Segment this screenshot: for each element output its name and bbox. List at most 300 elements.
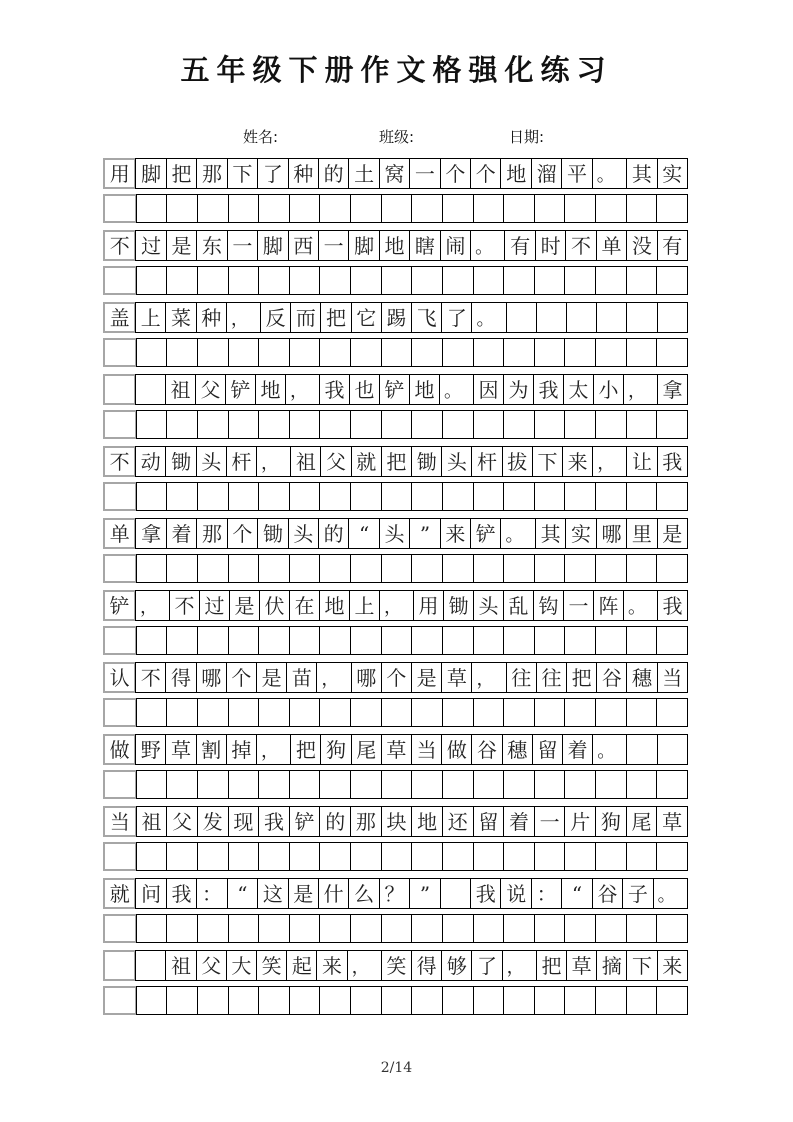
empty-cell xyxy=(289,914,321,943)
grid-cell: 不 xyxy=(103,230,136,261)
grid-cell: 。 xyxy=(623,590,658,621)
grid-cell: 平 xyxy=(561,158,592,189)
date-field-label: 日期: xyxy=(509,128,545,146)
empty-cell xyxy=(319,770,351,799)
empty-cell xyxy=(319,698,351,727)
empty-cell xyxy=(166,914,198,943)
empty-cell xyxy=(595,770,627,799)
grid-cell: 是 xyxy=(229,590,260,621)
grid-cell: 哪 xyxy=(351,662,382,693)
grid-cell: 的 xyxy=(318,518,349,549)
grid-cell: 着 xyxy=(562,734,593,765)
empty-cell xyxy=(228,986,260,1015)
empty-cell xyxy=(595,698,627,727)
practice-row xyxy=(103,770,688,799)
grid-cell: 个 xyxy=(226,662,257,693)
empty-cell xyxy=(136,554,168,583)
empty-cell xyxy=(381,698,413,727)
empty-cell xyxy=(503,266,535,295)
grid-cell: 钩 xyxy=(533,590,564,621)
text-row xyxy=(103,734,688,765)
empty-cell xyxy=(656,410,688,439)
grid-cell: 个 xyxy=(440,158,471,189)
grid-cell: 闹 xyxy=(440,230,471,261)
name-field-label: 姓名: xyxy=(243,128,279,146)
empty-cell xyxy=(411,554,443,583)
empty-cell xyxy=(103,266,137,295)
grid-cell: 乱 xyxy=(503,590,534,621)
empty-cell xyxy=(319,986,351,1015)
empty-cell xyxy=(381,770,413,799)
empty-cell xyxy=(503,554,535,583)
empty-cell xyxy=(228,698,260,727)
grid-cell: 着 xyxy=(166,518,197,549)
grid-cell: 的 xyxy=(318,158,349,189)
grid-row-pair xyxy=(103,734,688,799)
text-row xyxy=(103,950,688,981)
grid-cell: 是 xyxy=(288,878,319,909)
grid-cell: 锄 xyxy=(411,446,442,477)
empty-cell xyxy=(228,338,260,367)
empty-cell xyxy=(166,842,198,871)
empty-cell xyxy=(136,698,168,727)
grid-cell: 大 xyxy=(226,950,257,981)
grid-cell: 那 xyxy=(350,806,382,837)
empty-cell xyxy=(534,626,566,655)
empty-cell xyxy=(411,338,443,367)
grid-cell: 杆 xyxy=(226,446,257,477)
empty-cell xyxy=(136,194,168,223)
empty-cell xyxy=(442,194,474,223)
empty-cell xyxy=(350,770,382,799)
empty-cell xyxy=(442,770,474,799)
empty-cell xyxy=(289,842,321,871)
grid-cell: 反 xyxy=(260,302,291,333)
empty-cell xyxy=(103,626,137,655)
empty-cell xyxy=(381,338,413,367)
grid-cell: 那 xyxy=(196,158,227,189)
empty-cell xyxy=(319,482,351,511)
empty-cell xyxy=(228,914,260,943)
empty-cell xyxy=(350,266,382,295)
empty-cell xyxy=(656,914,688,943)
empty-cell xyxy=(289,554,321,583)
text-row xyxy=(103,302,688,333)
empty-cell xyxy=(411,986,443,1015)
grid-cell: 把 xyxy=(381,446,412,477)
empty-cell xyxy=(503,410,535,439)
grid-cell: 是 xyxy=(411,662,442,693)
grid-cell: 伏 xyxy=(259,590,290,621)
empty-cell xyxy=(473,986,505,1015)
practice-row xyxy=(103,626,688,655)
empty-cell xyxy=(473,626,505,655)
empty-cell xyxy=(595,482,627,511)
empty-cell xyxy=(350,986,382,1015)
empty-cell xyxy=(656,698,688,727)
grid-cell: 。 xyxy=(470,230,505,261)
grid-cell: ， xyxy=(316,662,351,693)
empty-cell xyxy=(595,626,627,655)
grid-cell: 草 xyxy=(165,734,196,765)
grid-cell: ， xyxy=(379,590,414,621)
empty-cell xyxy=(564,194,596,223)
grid-cell: 当 xyxy=(411,734,442,765)
grid-cell: “ xyxy=(561,878,592,909)
text-row xyxy=(103,806,688,837)
grid-cell xyxy=(103,374,136,405)
practice-row xyxy=(103,338,688,367)
empty-cell xyxy=(534,986,566,1015)
grid-cell: 里 xyxy=(626,518,657,549)
grid-cell: 种 xyxy=(196,302,227,333)
grid-cell: ， xyxy=(226,302,261,333)
grid-cell: ， xyxy=(502,950,537,981)
empty-cell xyxy=(473,770,505,799)
grid-cell: 片 xyxy=(564,806,596,837)
grid-cell: 一 xyxy=(563,590,594,621)
empty-cell xyxy=(166,338,198,367)
grid-cell: ， xyxy=(135,590,170,621)
grid-cell: 让 xyxy=(626,446,657,477)
grid-cell xyxy=(626,734,657,765)
grid-cell: 块 xyxy=(381,806,413,837)
grid-cell: 铲 xyxy=(289,806,321,837)
empty-cell xyxy=(197,194,229,223)
grid-cell: 这 xyxy=(257,878,288,909)
grid-cell: 把 xyxy=(290,734,321,765)
empty-cell xyxy=(197,842,229,871)
grid-cell: 当 xyxy=(657,662,688,693)
grid-cell xyxy=(657,302,688,333)
empty-cell xyxy=(442,266,474,295)
grid-cell: 东 xyxy=(196,230,227,261)
grid-cell: 太 xyxy=(563,374,594,405)
grid-cell: 实 xyxy=(565,518,596,549)
empty-cell xyxy=(442,842,474,871)
empty-cell xyxy=(103,842,137,871)
grid-cell: 什 xyxy=(318,878,349,909)
empty-cell xyxy=(166,266,198,295)
grid-cell: 窝 xyxy=(379,158,410,189)
empty-cell xyxy=(626,410,658,439)
empty-cell xyxy=(503,914,535,943)
empty-cell xyxy=(595,194,627,223)
empty-cell xyxy=(564,986,596,1015)
empty-cell xyxy=(534,266,566,295)
empty-cell xyxy=(473,194,505,223)
empty-cell xyxy=(411,914,443,943)
empty-cell xyxy=(564,266,596,295)
grid-cell: 实 xyxy=(657,158,688,189)
empty-cell xyxy=(473,338,505,367)
empty-cell xyxy=(258,698,290,727)
grid-cell: 了 xyxy=(257,158,288,189)
empty-cell xyxy=(595,914,627,943)
text-row xyxy=(103,446,688,477)
empty-cell xyxy=(564,842,596,871)
grid-row-pair xyxy=(103,806,688,871)
empty-cell xyxy=(534,842,566,871)
grid-cell: ： xyxy=(196,878,227,909)
empty-cell xyxy=(103,986,137,1015)
grid-cell: 下 xyxy=(227,158,258,189)
grid-cell: 有 xyxy=(504,230,535,261)
empty-cell xyxy=(656,482,688,511)
header-fields xyxy=(103,126,688,150)
empty-cell xyxy=(442,698,474,727)
empty-cell xyxy=(103,770,137,799)
grid-cell: 不 xyxy=(565,230,596,261)
empty-cell xyxy=(626,914,658,943)
empty-cell xyxy=(319,266,351,295)
grid-cell: 摘 xyxy=(596,950,627,981)
empty-cell xyxy=(656,842,688,871)
grid-cell: 父 xyxy=(195,374,226,405)
empty-cell xyxy=(381,410,413,439)
empty-cell xyxy=(350,914,382,943)
grid-cell: 地 xyxy=(500,158,531,189)
grid-row-pair xyxy=(103,230,688,295)
empty-cell xyxy=(136,986,168,1015)
empty-cell xyxy=(381,554,413,583)
grid-row-pair xyxy=(103,662,688,727)
grid-cell: 起 xyxy=(286,950,317,981)
empty-cell xyxy=(503,842,535,871)
grid-cell: 头 xyxy=(288,518,319,549)
grid-cell: 小 xyxy=(593,374,624,405)
empty-cell xyxy=(197,482,229,511)
grid-cell: 把 xyxy=(320,302,351,333)
grid-cell: 而 xyxy=(290,302,321,333)
empty-cell xyxy=(442,410,474,439)
empty-cell xyxy=(656,626,688,655)
grid-cell: ” xyxy=(409,878,440,909)
grid-cell: 还 xyxy=(442,806,474,837)
grid-cell: 拔 xyxy=(502,446,533,477)
grid-cell: 祖 xyxy=(165,950,196,981)
empty-cell xyxy=(258,266,290,295)
grid-cell: 单 xyxy=(103,518,136,549)
grid-cell xyxy=(440,878,471,909)
grid-cell: 尾 xyxy=(351,734,382,765)
empty-cell xyxy=(595,410,627,439)
grid-cell: 飞 xyxy=(411,302,442,333)
grid-cell: ” xyxy=(409,518,440,549)
empty-cell xyxy=(136,770,168,799)
grid-cell: 说 xyxy=(500,878,531,909)
grid-cell: 因 xyxy=(473,374,504,405)
empty-cell xyxy=(656,338,688,367)
practice-row xyxy=(103,194,688,223)
empty-cell xyxy=(228,770,260,799)
empty-cell xyxy=(166,554,198,583)
empty-cell xyxy=(503,770,535,799)
grid-cell: 狗 xyxy=(320,734,351,765)
empty-cell xyxy=(564,698,596,727)
empty-cell xyxy=(595,986,627,1015)
empty-cell xyxy=(136,842,168,871)
empty-cell xyxy=(136,482,168,511)
grid-cell: 那 xyxy=(196,518,227,549)
grid-cell: 过 xyxy=(135,230,166,261)
grid-cell: 头 xyxy=(441,446,472,477)
empty-cell xyxy=(350,338,382,367)
empty-cell xyxy=(473,842,505,871)
grid-cell: 。 xyxy=(471,302,506,333)
empty-cell xyxy=(258,410,290,439)
grid-cell: 一 xyxy=(409,158,440,189)
empty-cell xyxy=(228,266,260,295)
empty-cell xyxy=(503,626,535,655)
grid-cell: 地 xyxy=(255,374,286,405)
grid-row-pair xyxy=(103,950,688,1015)
grid-cell: 个 xyxy=(470,158,501,189)
grid-cell: 当 xyxy=(103,806,137,837)
empty-cell xyxy=(228,842,260,871)
empty-cell xyxy=(289,986,321,1015)
grid-cell: 谷 xyxy=(596,662,627,693)
grid-cell: 不 xyxy=(169,590,200,621)
grid-cell: “ xyxy=(348,518,379,549)
empty-cell xyxy=(442,914,474,943)
empty-cell xyxy=(197,554,229,583)
empty-cell xyxy=(103,338,137,367)
grid-cell: 留 xyxy=(532,734,563,765)
grid-cell: 地 xyxy=(411,806,443,837)
grid-cell: 草 xyxy=(656,806,688,837)
empty-cell xyxy=(411,626,443,655)
grid-cell: 锄 xyxy=(165,446,196,477)
grid-cell: 够 xyxy=(441,950,472,981)
grid-cell: 掉 xyxy=(226,734,257,765)
empty-cell xyxy=(473,698,505,727)
empty-cell xyxy=(166,986,198,1015)
grid-cell xyxy=(506,302,537,333)
grid-cell: 用 xyxy=(413,590,444,621)
grid-cell: 尾 xyxy=(626,806,658,837)
grid-cell: 杆 xyxy=(471,446,502,477)
practice-row xyxy=(103,986,688,1015)
text-row xyxy=(103,230,688,261)
empty-cell xyxy=(442,482,474,511)
empty-cell xyxy=(442,986,474,1015)
empty-cell xyxy=(381,986,413,1015)
grid-cell: 把 xyxy=(166,158,197,189)
practice-row xyxy=(103,842,688,871)
grid-cell: 种 xyxy=(288,158,319,189)
empty-cell xyxy=(626,554,658,583)
empty-cell xyxy=(473,554,505,583)
grid-cell: 来 xyxy=(316,950,347,981)
grid-cell xyxy=(626,302,657,333)
grid-cell: 我 xyxy=(657,446,688,477)
grid-cell: 其 xyxy=(535,518,566,549)
grid-cell: 其 xyxy=(626,158,657,189)
empty-cell xyxy=(442,338,474,367)
empty-cell xyxy=(350,410,382,439)
empty-cell xyxy=(503,194,535,223)
empty-cell xyxy=(289,194,321,223)
grid-row-pair xyxy=(103,374,688,439)
empty-cell xyxy=(350,698,382,727)
grid-cell: 。 xyxy=(592,734,627,765)
grid-cell: 锄 xyxy=(443,590,474,621)
empty-cell xyxy=(289,338,321,367)
empty-cell xyxy=(197,410,229,439)
grid-cell: 在 xyxy=(289,590,320,621)
empty-cell xyxy=(656,986,688,1015)
empty-cell xyxy=(319,914,351,943)
empty-cell xyxy=(258,842,290,871)
empty-cell xyxy=(319,626,351,655)
empty-cell xyxy=(626,338,658,367)
empty-cell xyxy=(166,698,198,727)
empty-cell xyxy=(319,338,351,367)
empty-cell xyxy=(626,626,658,655)
empty-cell xyxy=(473,914,505,943)
text-row xyxy=(103,158,688,189)
grid-cell: ， xyxy=(623,374,658,405)
grid-cell xyxy=(596,302,627,333)
grid-cell: 。 xyxy=(653,878,688,909)
empty-cell xyxy=(258,770,290,799)
grid-cell: ， xyxy=(592,446,627,477)
grid-cell: 用 xyxy=(103,158,136,189)
empty-cell xyxy=(136,266,168,295)
empty-cell xyxy=(473,266,505,295)
grid-cell: 往 xyxy=(536,662,567,693)
grid-cell: 是 xyxy=(166,230,197,261)
empty-cell xyxy=(534,338,566,367)
grid-cell: ， xyxy=(256,734,291,765)
empty-cell xyxy=(166,410,198,439)
grid-cell: 头 xyxy=(196,446,227,477)
empty-cell xyxy=(564,482,596,511)
empty-cell xyxy=(411,698,443,727)
empty-cell xyxy=(626,698,658,727)
empty-cell xyxy=(258,338,290,367)
empty-cell xyxy=(350,482,382,511)
empty-cell xyxy=(197,986,229,1015)
empty-cell xyxy=(564,770,596,799)
empty-cell xyxy=(656,194,688,223)
grid-cell: 哪 xyxy=(596,518,627,549)
empty-cell xyxy=(411,410,443,439)
empty-cell xyxy=(258,626,290,655)
grid-cell: 脚 xyxy=(257,230,288,261)
grid-cell: 瞎 xyxy=(409,230,440,261)
grid-cell: 问 xyxy=(135,878,166,909)
empty-cell xyxy=(103,914,137,943)
grid-cell: 我 xyxy=(470,878,501,909)
grid-cell: 拿 xyxy=(135,518,166,549)
grid-cell: 铲 xyxy=(470,518,501,549)
empty-cell xyxy=(381,482,413,511)
grid-cell: 一 xyxy=(227,230,258,261)
grid-cell: 了 xyxy=(471,950,502,981)
empty-cell xyxy=(656,266,688,295)
empty-cell xyxy=(350,194,382,223)
empty-cell xyxy=(258,914,290,943)
grid-cell: 脚 xyxy=(348,230,379,261)
grid-row-pair xyxy=(103,158,688,223)
practice-row xyxy=(103,698,688,727)
grid-cell: 认 xyxy=(103,662,136,693)
empty-cell xyxy=(166,482,198,511)
grid-cell: 有 xyxy=(657,230,688,261)
grid-cell: 是 xyxy=(657,518,688,549)
